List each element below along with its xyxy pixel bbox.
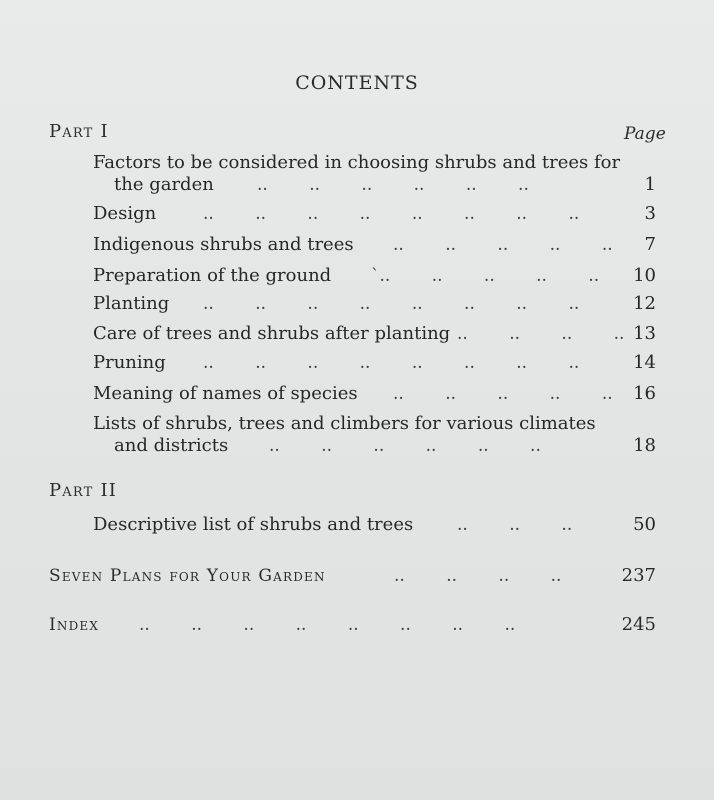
toc-entry-factors[interactable] [93, 152, 656, 196]
toc-entry-text: Design [93, 203, 157, 224]
toc-entry-text-continued: the garden [114, 174, 214, 195]
dot-leader: .. .. .. [457, 515, 573, 535]
toc-page-number: 1 [644, 174, 656, 195]
toc-entry-text: Meaning of names of species [93, 383, 358, 404]
dot-leader: .. .. .. .. .. .. .. .. [203, 353, 580, 373]
toc-entry-descriptive-list[interactable] [93, 514, 656, 536]
part-1-heading: Part I [49, 121, 109, 142]
toc-entry-text: Lists of shrubs, trees and climbers for various climates [93, 413, 596, 434]
toc-entry-care[interactable] [93, 323, 656, 345]
toc-page-number: 14 [633, 352, 656, 373]
page-title: CONTENTS [295, 72, 419, 94]
toc-entry-text-continued: and districts [114, 435, 229, 456]
toc-page-number: 237 [621, 565, 656, 586]
toc-page-number: 18 [633, 435, 656, 456]
toc-page-number: 13 [633, 323, 656, 344]
toc-entry-text: Pruning [93, 352, 166, 373]
dot-leader: .. .. .. .. .. .. .. .. [203, 204, 580, 224]
toc-page-number: 12 [633, 293, 656, 314]
toc-entry-pruning[interactable] [93, 352, 656, 374]
toc-entry-preparation[interactable] [93, 265, 656, 287]
dot-leader: .. .. .. .. .. [393, 235, 613, 255]
toc-entry-text: Planting [93, 293, 170, 314]
dot-leader: .. .. .. .. .. .. [269, 436, 541, 456]
toc-entry-text: Factors to be considered in choosing shrubs and trees for [93, 152, 621, 173]
dot-leader: .. .. .. .. .. [393, 384, 613, 404]
toc-page-number: 10 [633, 265, 656, 286]
dot-leader: .. .. .. .. [457, 324, 625, 344]
toc-page-number: 7 [644, 234, 656, 255]
toc-entry-text: Care of trees and shrubs after planting [93, 323, 451, 344]
toc-page-number: 245 [621, 614, 656, 635]
dot-leader: .. .. .. .. .. .. .. .. [139, 615, 516, 635]
toc-entry-lists[interactable] [93, 413, 656, 457]
toc-entry-text: Indigenous shrubs and trees [93, 234, 354, 255]
toc-entry-planting[interactable] [93, 293, 656, 315]
toc-page-number: 16 [633, 383, 656, 404]
toc-page-number: 50 [633, 514, 656, 535]
toc-page-number: 3 [644, 203, 656, 224]
part-2-heading: Part II [49, 480, 118, 501]
toc-entry-meaning[interactable] [93, 383, 656, 405]
dot-leader: .. .. .. .. .. .. [257, 175, 529, 195]
dot-leader: .. .. .. .. [394, 566, 562, 586]
toc-entry-text: Seven Plans for Your Garden [49, 566, 326, 586]
toc-entry-index[interactable] [49, 614, 656, 636]
toc-entry-indigenous[interactable] [93, 234, 656, 256]
dot-leader: .. .. .. .. .. .. .. .. [203, 294, 580, 314]
toc-entry-design[interactable] [93, 203, 656, 225]
toc-entry-seven-plans[interactable] [49, 565, 656, 587]
toc-entry-text: Preparation of the ground [93, 265, 332, 286]
page-column-label: Page [624, 124, 666, 144]
toc-entry-text: Descriptive list of shrubs and trees [93, 514, 414, 535]
toc-entry-text: Index [49, 615, 100, 635]
dot-leader: `.. .. .. .. .. [371, 266, 600, 286]
